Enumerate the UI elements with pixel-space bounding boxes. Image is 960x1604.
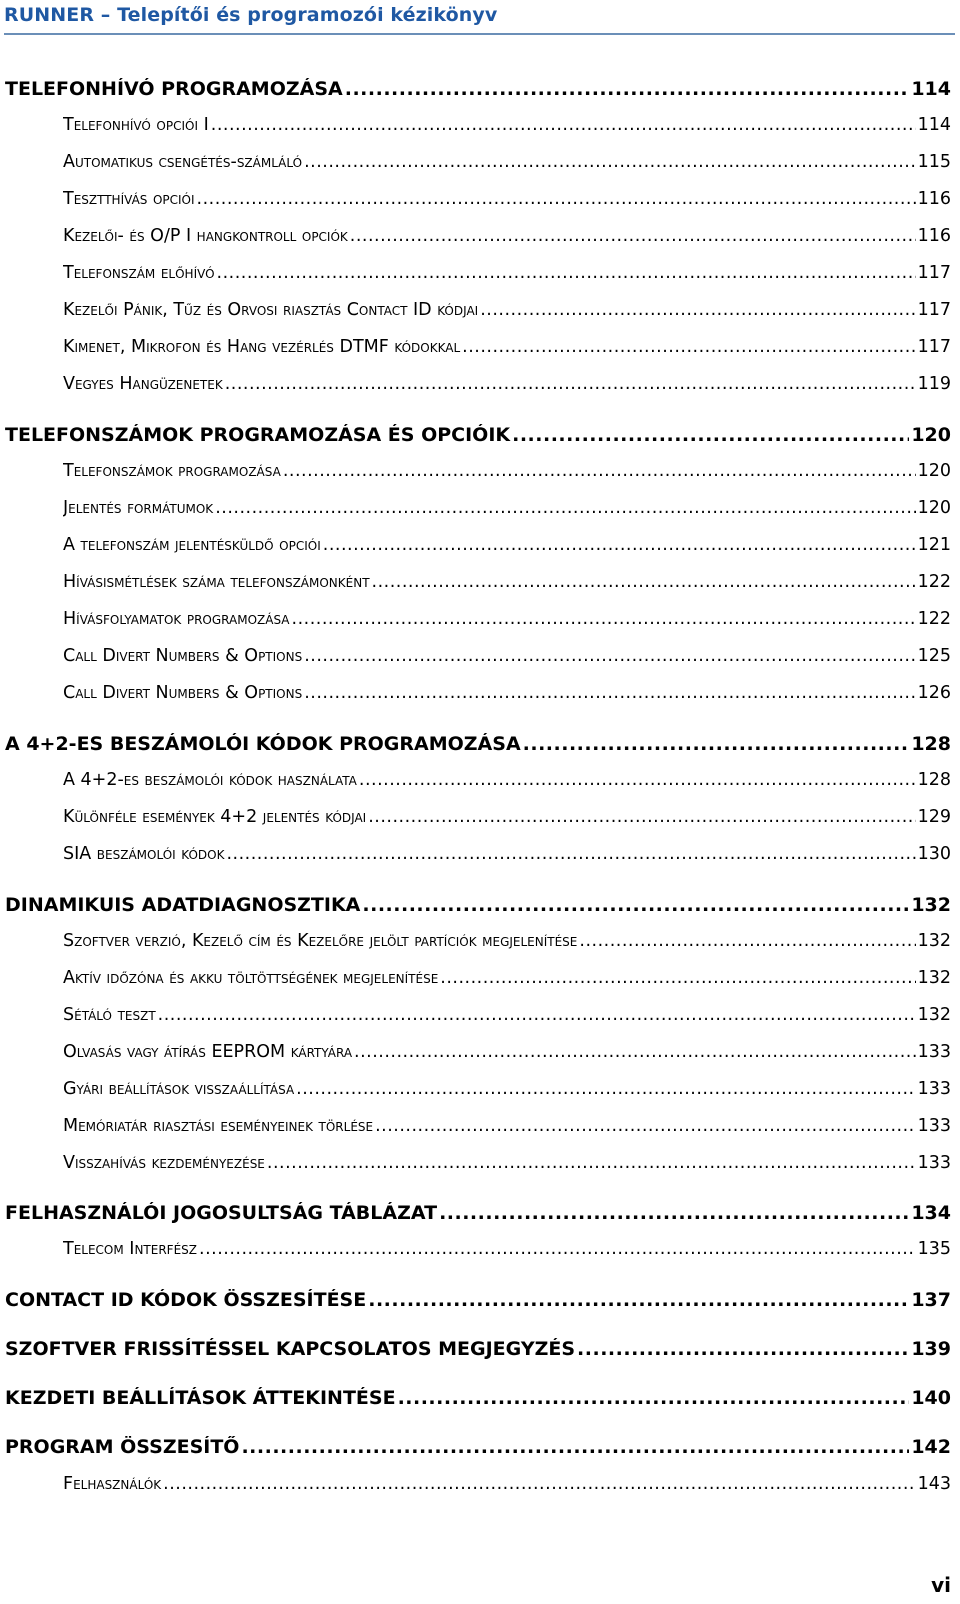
toc-section-entry[interactable] <box>63 683 951 703</box>
toc-entry-title: Visszahívás kezdeményezése <box>63 1153 265 1173</box>
toc-section-entry[interactable] <box>63 931 951 951</box>
toc-section-entry[interactable] <box>63 374 951 394</box>
toc-chapter-entry[interactable] <box>5 78 951 100</box>
toc-entry-title: Gyári beállítások visszaállítása <box>63 1079 295 1099</box>
toc-entry-page: 122 <box>917 609 951 629</box>
toc-leader-dots <box>241 1436 909 1458</box>
toc-entry-page: 137 <box>911 1289 951 1311</box>
toc-entry-page: 117 <box>917 300 951 320</box>
toc-leader-dots <box>217 263 916 283</box>
toc-leader-dots <box>440 968 915 988</box>
toc-section-entry[interactable] <box>63 1116 951 1136</box>
header-title: RUNNER – Telepítői és programozói kézikönyv <box>4 4 498 26</box>
toc-chapter-entry[interactable] <box>5 1289 951 1311</box>
toc-leader-dots <box>283 461 916 481</box>
toc-leader-dots <box>359 770 916 790</box>
toc-entry-title: Sétáló teszt <box>63 1005 156 1025</box>
toc-entry-title: KEZDETI BEÁLLÍTÁSOK ÁTTEKINTÉSE <box>5 1387 396 1409</box>
toc-entry-page: 119 <box>917 374 951 394</box>
toc-entry-page: 120 <box>917 498 951 518</box>
toc-leader-dots <box>368 807 915 827</box>
toc-leader-dots <box>225 374 916 394</box>
toc-entry-page: 129 <box>917 807 951 827</box>
toc-entry-title: Kimenet, Mikrofon és Hang vezérlés DTMF kódokkal <box>63 337 461 357</box>
toc-leader-dots <box>362 894 909 916</box>
toc-leader-dots <box>215 498 915 518</box>
toc-entry-page: 132 <box>917 968 951 988</box>
toc-section-entry[interactable] <box>63 535 951 555</box>
toc-entry-title: Vegyes Hangüzenetek <box>63 374 223 394</box>
toc-entry-page: 142 <box>911 1436 951 1458</box>
toc-leader-dots <box>523 733 910 755</box>
toc-entry-page: 132 <box>911 894 951 916</box>
toc-section-entry[interactable] <box>63 337 951 357</box>
toc-section-entry[interactable] <box>63 226 951 246</box>
toc-entry-title: Aktív időzóna és akku töltöttségének megjelenítése <box>63 968 439 988</box>
toc-entry-page: 120 <box>917 461 951 481</box>
toc-entry-title: Olvasás vagy átírás EEPROM kártyára <box>63 1042 353 1062</box>
toc-leader-dots <box>211 115 916 135</box>
toc-leader-dots <box>197 189 916 209</box>
toc-entry-title: Tesztthívás opciói <box>63 189 195 209</box>
toc-entry-title: SZOFTVER FRISSÍTÉSSEL KAPCSOLATOS MEGJEGYZÉS <box>5 1338 576 1360</box>
toc-entry-title: Szoftver verzió, Kezelő cím és Kezelőre jelölt partíciók megjelenítése <box>63 931 578 951</box>
toc-entry-page: 134 <box>911 1202 951 1224</box>
toc-section-entry[interactable] <box>63 1153 951 1173</box>
toc-entry-page: 139 <box>911 1338 951 1360</box>
toc-entry-title: Kezelői Pánik, Tűz és Orvosi riasztás Contact ID kódjai <box>63 300 479 320</box>
toc-entry-page: 135 <box>917 1239 951 1259</box>
toc-chapter-entry[interactable] <box>5 424 951 446</box>
toc-entry-page: 114 <box>917 115 951 135</box>
toc-entry-title: Felhasználók <box>63 1474 162 1494</box>
toc-entry-page: 130 <box>917 844 951 864</box>
toc-entry-page: 143 <box>917 1474 951 1494</box>
toc-entry-page: 133 <box>917 1116 951 1136</box>
toc-leader-dots <box>577 1338 909 1360</box>
toc-entry-page: 140 <box>911 1387 951 1409</box>
toc-entry-page: 114 <box>911 78 951 100</box>
toc-entry-page: 121 <box>917 535 951 555</box>
toc-entry-title: TELEFONSZÁMOK PROGRAMOZÁSA ÉS OPCIÓIK <box>5 424 511 446</box>
toc-leader-dots <box>296 1079 915 1099</box>
toc-leader-dots <box>368 1289 909 1311</box>
toc-entry-page: 122 <box>917 572 951 592</box>
toc-leader-dots <box>512 424 909 446</box>
toc-leader-dots <box>345 78 910 100</box>
toc-chapter-entry[interactable] <box>5 1436 951 1458</box>
toc-leader-dots <box>267 1153 916 1173</box>
toc-leader-dots <box>292 609 916 629</box>
toc-entry-title: FELHASZNÁLÓI JOGOSULTSÁG TÁBLÁZAT <box>5 1202 438 1224</box>
toc-entry-title: TELEFONHÍVÓ PROGRAMOZÁSA <box>5 78 343 100</box>
toc-entry-title: Automatikus csengétés-számláló <box>63 152 303 172</box>
toc-entry-page: 128 <box>917 770 951 790</box>
toc-entry-title: Jelentés formátumok <box>63 498 214 518</box>
toc-entry-page: 115 <box>917 152 951 172</box>
toc-entry-page: 133 <box>917 1079 951 1099</box>
toc-entry-title: Hívásismétlések száma telefonszámonként <box>63 572 370 592</box>
toc-section-entry[interactable] <box>63 115 951 135</box>
toc-entry-title: A 4+2-ES BESZÁMOLÓI KÓDOK PROGRAMOZÁSA <box>5 733 521 755</box>
toc-leader-dots <box>323 535 916 555</box>
toc-section-entry[interactable] <box>63 1474 951 1494</box>
toc-leader-dots <box>199 1239 916 1259</box>
toc-leader-dots <box>398 1387 910 1409</box>
toc-entry-title: PROGRAM ÖSSZESÍTŐ <box>5 1436 240 1458</box>
toc-leader-dots <box>439 1202 909 1224</box>
toc-entry-title: Hívásfolyamatok programozása <box>63 609 290 629</box>
toc-entry-title: Kezelői- és O/P I hangkontroll opciók <box>63 226 348 246</box>
toc-leader-dots <box>354 1042 916 1062</box>
page-number: vi <box>931 1573 951 1597</box>
toc-section-entry[interactable] <box>63 1079 951 1099</box>
toc-leader-dots <box>480 300 915 320</box>
toc-entry-page: 117 <box>917 263 951 283</box>
toc-chapter-entry[interactable] <box>5 1338 951 1360</box>
toc-section-entry[interactable] <box>63 770 951 790</box>
toc-section-entry[interactable] <box>63 300 951 320</box>
toc-leader-dots <box>375 1116 915 1136</box>
toc-entry-page: 120 <box>911 424 951 446</box>
toc-section-entry[interactable] <box>63 1042 951 1062</box>
toc-entry-title: A 4+2-es beszámolói kódok használata <box>63 770 357 790</box>
toc-section-entry[interactable] <box>63 609 951 629</box>
toc-leader-dots <box>163 1474 915 1494</box>
toc-section-entry[interactable] <box>63 152 951 172</box>
toc-entry-page: 132 <box>917 931 951 951</box>
toc-leader-dots <box>350 226 916 246</box>
toc-entry-title: CONTACT ID KÓDOK ÖSSZESÍTÉSE <box>5 1289 367 1311</box>
toc-section-entry[interactable] <box>63 807 951 827</box>
toc-leader-dots <box>462 337 915 357</box>
toc-leader-dots <box>372 572 916 592</box>
toc-entry-page: 117 <box>917 337 951 357</box>
toc-entry-title: Telecom Interfész <box>63 1239 197 1259</box>
toc-leader-dots <box>579 931 915 951</box>
toc-entry-title: Call Divert Numbers & Options <box>63 646 303 666</box>
toc-entry-title: Memóriatár riasztási eseményeinek törlése <box>63 1116 374 1136</box>
toc-section-entry[interactable] <box>63 646 951 666</box>
toc-entry-page: 133 <box>917 1042 951 1062</box>
toc-entry-page: 133 <box>917 1153 951 1173</box>
toc-entry-title: A telefonszám jelentésküldő opciói <box>63 535 321 555</box>
toc-section-entry[interactable] <box>63 1005 951 1025</box>
toc-section-entry[interactable] <box>63 498 951 518</box>
toc-entry-title: Telefonszám előhívó <box>63 263 215 283</box>
toc-entry-page: 116 <box>917 189 951 209</box>
toc-entry-title: Call Divert Numbers & Options <box>63 683 303 703</box>
toc-section-entry[interactable] <box>63 461 951 481</box>
toc-section-entry[interactable] <box>63 844 951 864</box>
toc-leader-dots <box>158 1005 916 1025</box>
toc-entry-title: SIA beszámolói kódok <box>63 844 225 864</box>
toc-entry-title: Telefonszámok programozása <box>63 461 281 481</box>
toc-entry-page: 125 <box>917 646 951 666</box>
toc-leader-dots <box>304 646 915 666</box>
toc-entry-title: Különféle események 4+2 jelentés kódjai <box>63 807 367 827</box>
toc-leader-dots <box>226 844 915 864</box>
toc-section-entry[interactable] <box>63 1239 951 1259</box>
toc-chapter-entry[interactable] <box>5 733 951 755</box>
toc-entry-page: 126 <box>917 683 951 703</box>
toc-leader-dots <box>304 683 915 703</box>
toc-entry-title: Telefonhívó opciói I <box>63 115 209 135</box>
toc-section-entry[interactable] <box>63 189 951 209</box>
toc-entry-page: 128 <box>911 733 951 755</box>
toc-section-entry[interactable] <box>63 572 951 592</box>
toc-chapter-entry[interactable] <box>5 894 951 916</box>
toc-entry-title: DINAMIKUIS ADATDIAGNOSZTIKA <box>5 894 361 916</box>
toc-entry-page: 116 <box>917 226 951 246</box>
toc-leader-dots <box>304 152 916 172</box>
toc-chapter-entry[interactable] <box>5 1202 951 1224</box>
toc-chapter-entry[interactable] <box>5 1387 951 1409</box>
toc-section-entry[interactable] <box>63 263 951 283</box>
toc-entry-page: 132 <box>917 1005 951 1025</box>
toc-section-entry[interactable] <box>63 968 951 988</box>
